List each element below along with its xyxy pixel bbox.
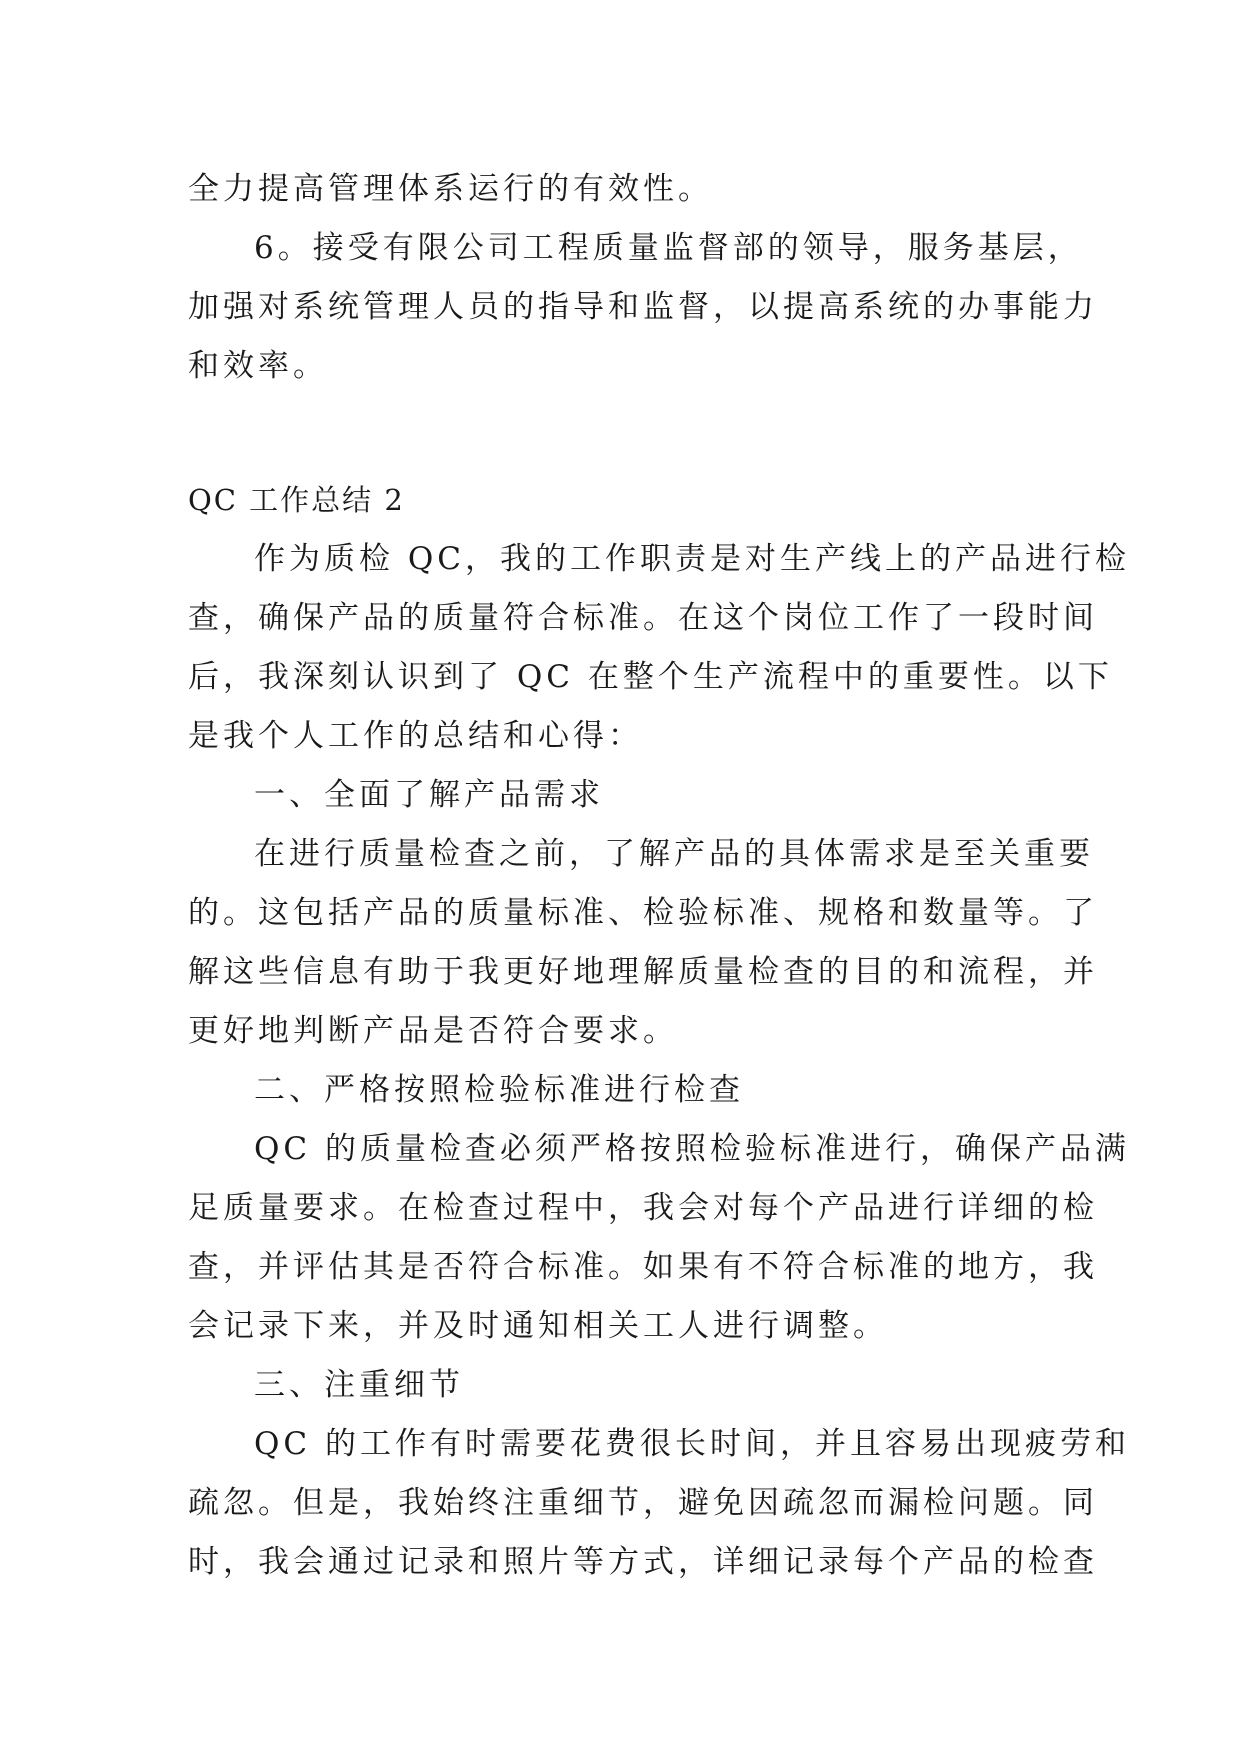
paragraph-line: 会记录下来，并及时通知相关工人进行调整。 bbox=[188, 1308, 888, 1344]
section-gap bbox=[188, 396, 1058, 471]
paragraph-line: 作为质检 QC，我的工作职责是对生产线上的产品进行检 bbox=[254, 541, 1130, 577]
paragraph-line: QC 的质量检查必须严格按照检验标准进行，确保产品满 bbox=[254, 1131, 1130, 1167]
paragraph-line: QC 的工作有时需要花费很长时间，并且容易出现疲劳和 bbox=[254, 1426, 1130, 1462]
paragraph-line: 疏忽。但是，我始终注重细节，避免因疏忽而漏检问题。同 bbox=[188, 1485, 1098, 1521]
subheading: 三、注重细节 bbox=[254, 1367, 464, 1403]
paragraph-line: 是我个人工作的总结和心得： bbox=[188, 718, 643, 754]
document-page bbox=[188, 160, 1130, 1592]
subheading: 一、全面了解产品需求 bbox=[254, 777, 604, 813]
paragraph-line: 6。接受有限公司工程质量监督部的领导，服务基层， bbox=[254, 230, 1083, 266]
paragraph-line: 的。这包括产品的质量标准、检验标准、规格和数量等。了 bbox=[188, 895, 1098, 931]
paragraph-line: 查，并评估其是否符合标准。如果有不符合标准的地方，我 bbox=[188, 1249, 1098, 1285]
paragraph-line: 解这些信息有助于我更好地理解质量检查的目的和流程，并 bbox=[188, 954, 1098, 990]
section-title: QC 工作总结 2 bbox=[188, 483, 405, 517]
paragraph-line: 全力提高管理体系运行的有效性。 bbox=[188, 171, 713, 207]
subheading: 二、严格按照检验标准进行检查 bbox=[254, 1072, 744, 1108]
paragraph-line: 在进行质量检查之前，了解产品的具体需求是至关重要 bbox=[254, 836, 1094, 872]
paragraph-line: 足质量要求。在检查过程中，我会对每个产品进行详细的检 bbox=[188, 1190, 1098, 1226]
paragraph-line: 更好地判断产品是否符合要求。 bbox=[188, 1013, 678, 1049]
paragraph-line: 查，确保产品的质量符合标准。在这个岗位工作了一段时间 bbox=[188, 600, 1098, 636]
paragraph-line: 后，我深刻认识到了 QC 在整个生产流程中的重要性。以下 bbox=[188, 659, 1113, 695]
paragraph-line: 时，我会通过记录和照片等方式，详细记录每个产品的检查 bbox=[188, 1544, 1098, 1580]
paragraph-line: 和效率。 bbox=[188, 348, 328, 384]
paragraph-line: 加强对系统管理人员的指导和监督，以提高系统的办事能力 bbox=[188, 289, 1098, 325]
